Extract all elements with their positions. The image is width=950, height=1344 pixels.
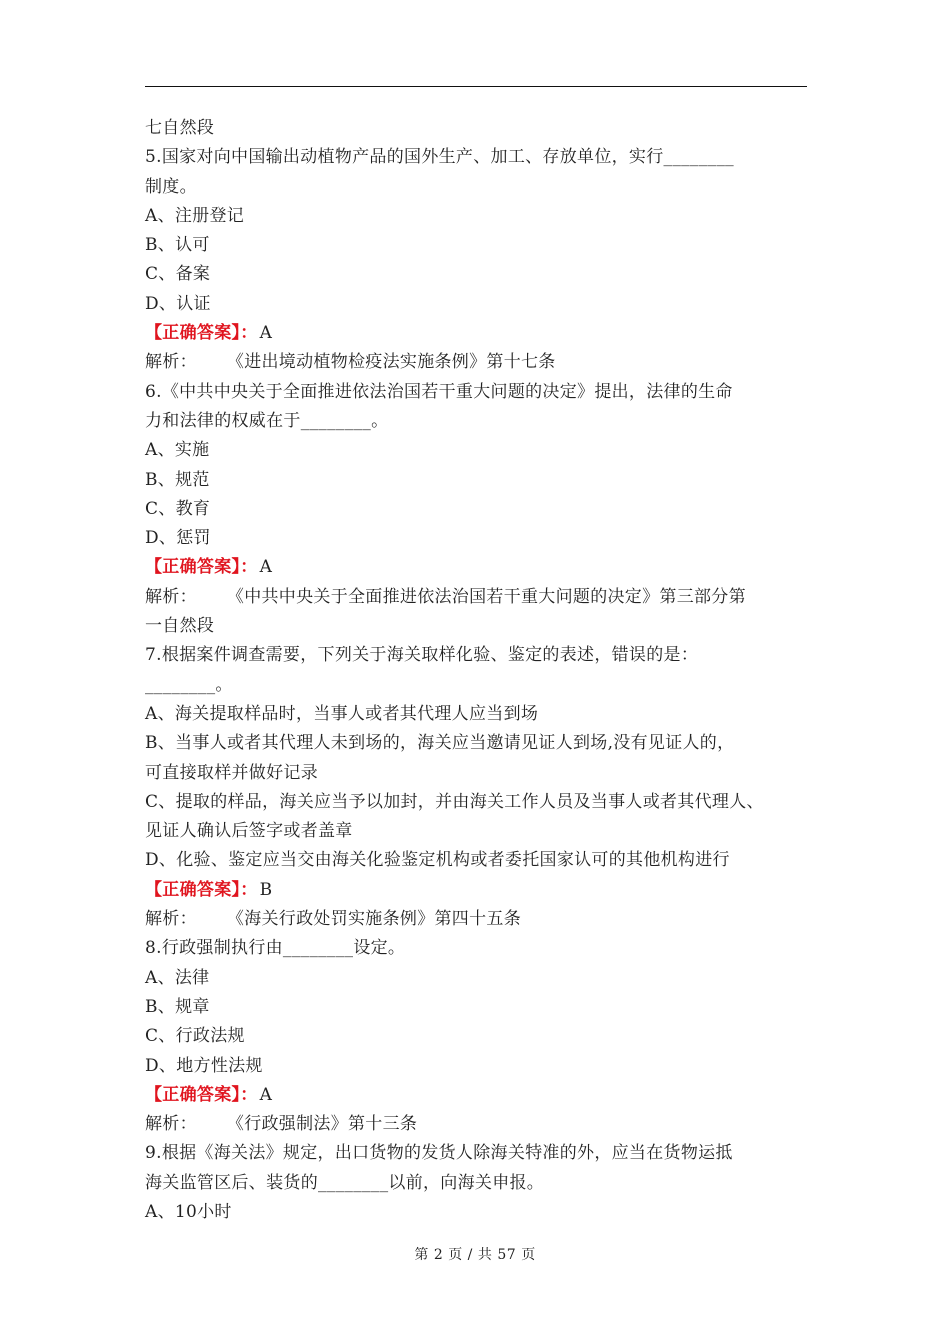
footer-prefix: 第: [414, 1247, 429, 1263]
text-line: A、实施: [145, 440, 210, 461]
text-line: C、提取的样品，海关应当予以加封，并由海关工作人员及当事人或者其代理人、: [145, 791, 764, 812]
correct-answer-value: A: [259, 1084, 273, 1105]
text-line: 一自然段: [145, 616, 215, 637]
text-line: 9.根据《海关法》规定，出口货物的发货人除海关特准的外，应当在货物运抵: [145, 1143, 733, 1164]
text-line: 5.国家对向中国输出动植物产品的国外生产、加工、存放单位，实行________: [145, 147, 734, 168]
text-line: D、惩罚: [145, 528, 211, 549]
text-line: 海关监管区后、装货的________以前，向海关申报。: [145, 1172, 545, 1193]
header-rule: [145, 86, 807, 87]
text-line: A、10小时: [145, 1201, 232, 1222]
text-line: 8.行政强制执行由________设定。: [145, 938, 406, 959]
footer-total-pages: 57: [497, 1247, 517, 1263]
text-line: 可直接取样并做好记录: [145, 762, 318, 783]
explanation-label: 解析：: [145, 909, 197, 930]
explanation-line: [145, 583, 817, 612]
footer-middle: 页 / 共: [448, 1247, 493, 1263]
explanation-line: [145, 348, 817, 377]
text-line: 见证人确认后签字或者盖章: [145, 821, 353, 842]
text-line: D、化验、鉴定应当交由海关化验鉴定机构或者委托国家认可的其他机构进行: [145, 850, 730, 871]
text-line: 力和法律的权威在于________。: [145, 410, 389, 431]
text-line: B、规范: [145, 469, 210, 490]
explanation-label: 解析：: [145, 586, 197, 607]
correct-answer-value: A: [259, 323, 273, 344]
correct-answer-line: [145, 319, 817, 348]
footer-suffix: 页: [521, 1247, 536, 1263]
explanation-line: [145, 905, 817, 934]
correct-answer-value: A: [259, 557, 273, 578]
text-line: C、备案: [145, 264, 211, 285]
text-line: B、当事人或者其代理人未到场的，海关应当邀请见证人到场,没有见证人的，: [145, 733, 735, 754]
correct-answer-label: 【正确答案】：: [145, 879, 258, 900]
correct-answer-line: [145, 553, 817, 582]
text-line: D、认证: [145, 293, 211, 314]
text-line: 七自然段: [145, 118, 215, 138]
text-line: A、海关提取样品时，当事人或者其代理人应当到场: [145, 703, 539, 724]
correct-answer-line: [145, 1081, 817, 1110]
text-line: A、注册登记: [145, 205, 245, 226]
explanation-label: 解析：: [145, 1114, 197, 1135]
correct-answer-label: 【正确答案】：: [145, 1084, 258, 1105]
explanation-label: 解析：: [145, 352, 197, 373]
text-line: 6.《中共中央关于全面推进依法治国若干重大问题的决定》提出，法律的生命: [145, 381, 733, 402]
text-line: 7.根据案件调查需要，下列关于海关取样化验、鉴定的表述，错误的是：: [145, 645, 699, 666]
correct-answer-line: [145, 876, 817, 905]
text-line: C、行政法规: [145, 1026, 245, 1047]
text-line: B、认可: [145, 235, 210, 256]
document-body: [145, 114, 817, 1227]
correct-answer-value: B: [259, 879, 273, 900]
footer-page-number: 2: [433, 1247, 444, 1263]
explanation-text: 《行政强制法》第十三条: [226, 1114, 418, 1135]
text-line: D、地方性法规: [145, 1055, 263, 1076]
text-line: 制度。: [145, 176, 197, 197]
explanation-text: 《进出境动植物检疫法实施条例》第十七条: [226, 352, 556, 373]
correct-answer-label: 【正确答案】：: [145, 557, 258, 578]
text-line: ________。: [145, 674, 233, 695]
text-line: C、教育: [145, 498, 211, 519]
text-line: A、法律: [145, 967, 210, 988]
correct-answer-label: 【正确答案】：: [145, 323, 258, 344]
explanation-text: 《海关行政处罚实施条例》第四十五条: [226, 909, 522, 930]
explanation-text: 《中共中央关于全面推进依法治国若干重大问题的决定》第三部分第: [226, 586, 746, 607]
text-line: B、规章: [145, 996, 210, 1017]
explanation-line: [145, 1110, 817, 1139]
page-footer: [0, 1244, 950, 1264]
